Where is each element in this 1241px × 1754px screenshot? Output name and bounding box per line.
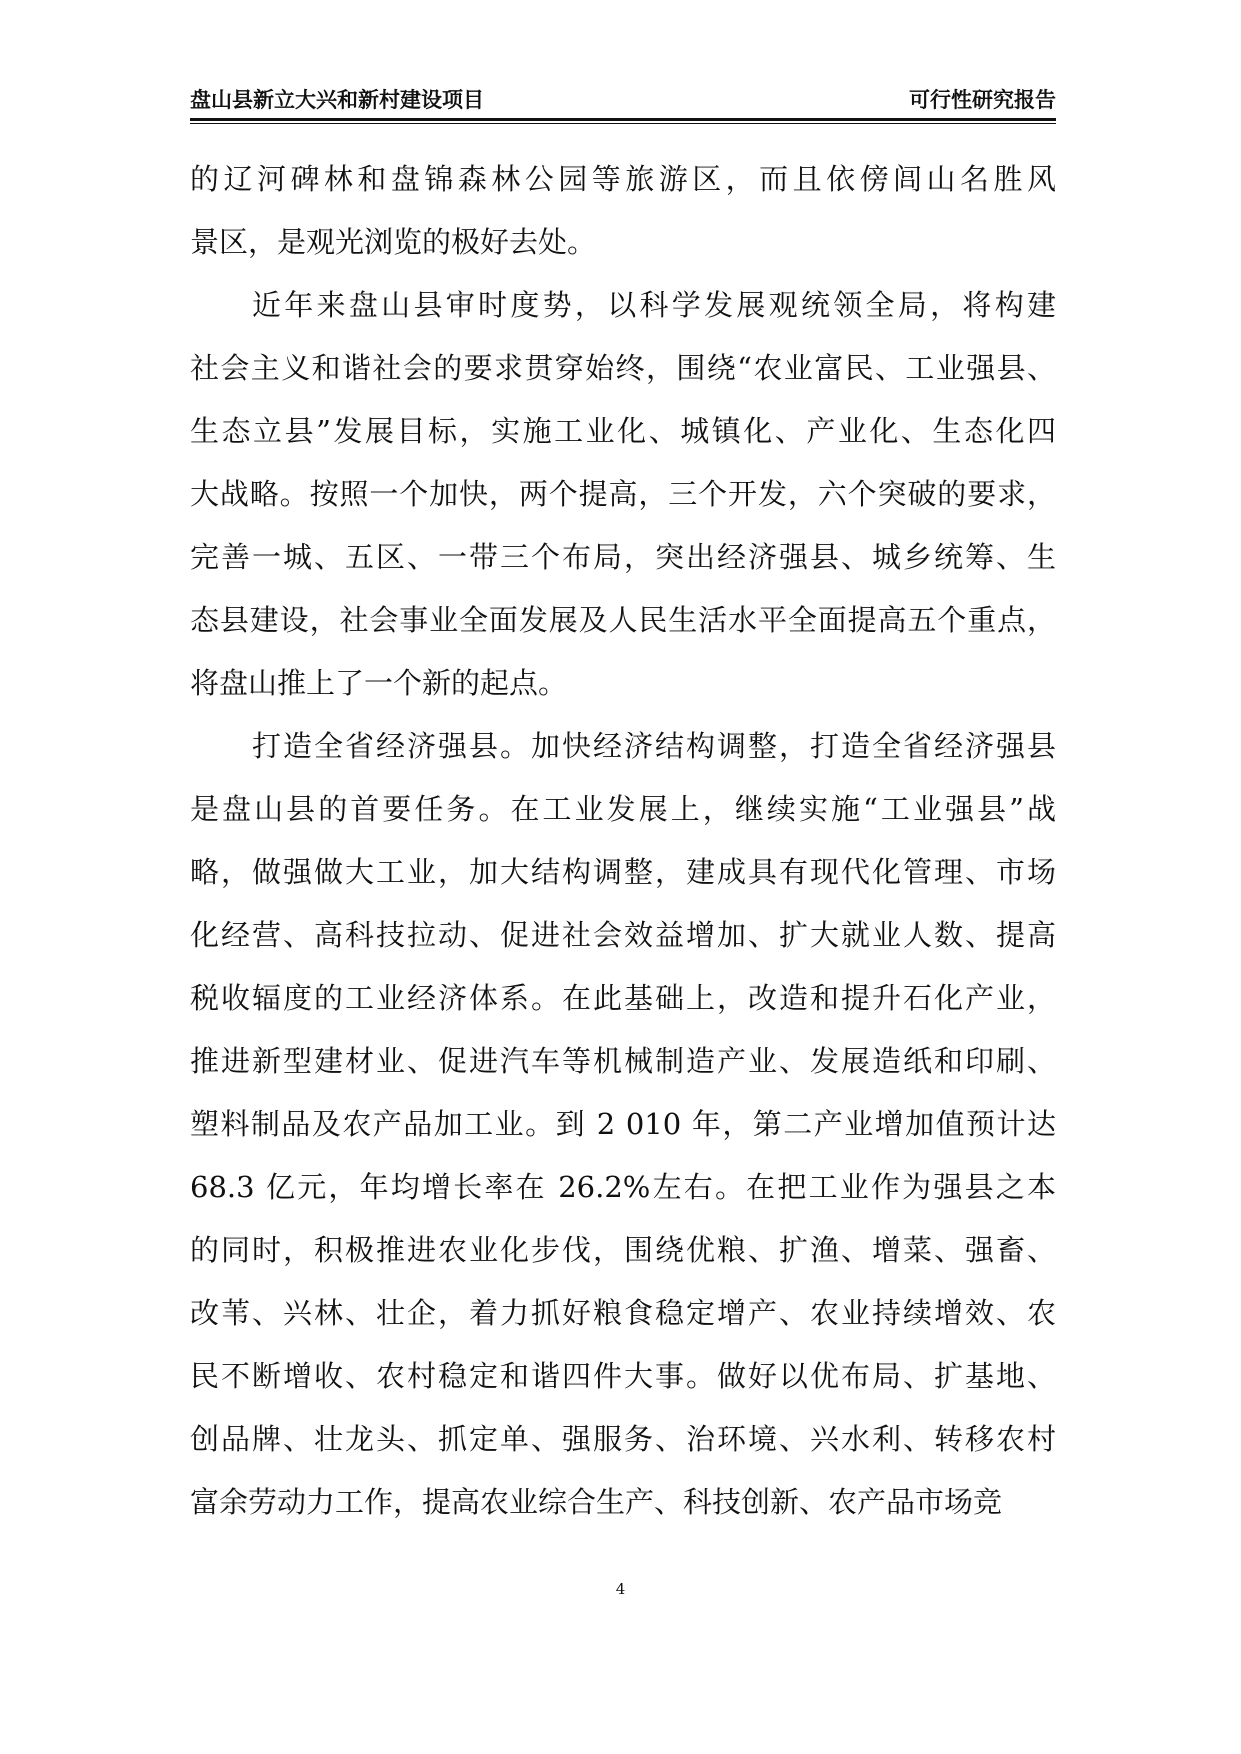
paragraph-line: 富余劳动力工作，提高农业综合生产、科技创新、农产品市场竞 <box>190 1485 1003 1519</box>
paragraph-line: 生态立县”发展目标，实施工业化、城镇化、产业化、生态化四 <box>190 414 1056 448</box>
paragraph-line: 塑料制品及农产品加工业。到 2 010 年，第二产业增加值预计达 <box>190 1107 1056 1141</box>
paragraph-line: 68.3 亿元，年均增长率在 26.2%左右。在把工业作为强县之本 <box>190 1170 1056 1204</box>
paragraph-line: 改苇、兴林、壮企，着力抓好粮食稳定增产、农业持续增效、农 <box>190 1296 1056 1330</box>
paragraph-line: 创品牌、壮龙头、抓定单、强服务、治环境、兴水利、转移农村 <box>190 1422 1056 1456</box>
paragraph-line: 推进新型建材业、促进汽车等机械制造产业、发展造纸和印刷、 <box>190 1044 1056 1078</box>
header-report-type: 可行性研究报告 <box>909 88 1056 112</box>
paragraph-line: 的同时，积极推进农业化步伐，围绕优粮、扩渔、增菜、强畜、 <box>190 1233 1056 1267</box>
paragraph-line: 景区，是观光浏览的极好去处。 <box>190 225 597 259</box>
paragraph-line: 民不断增收、农村稳定和谐四件大事。做好以优布局、扩基地、 <box>190 1359 1056 1393</box>
paragraph-line: 态县建设，社会事业全面发展及人民生活水平全面提高五个重点， <box>190 603 1056 637</box>
paragraph-line: 是盘山县的首要任务。在工业发展上，继续实施“工业强县”战 <box>190 792 1056 826</box>
paragraph-line: 将盘山推上了一个新的起点。 <box>190 666 568 700</box>
paragraph-line: 税收辐度的工业经济体系。在此基础上，改造和提升石化产业， <box>190 981 1056 1015</box>
header-project-title: 盘山县新立大兴和新村建设项目 <box>190 88 484 112</box>
header-rule-thin <box>190 123 1056 124</box>
paragraph-line: 社会主义和谐社会的要求贯穿始终，围绕“农业富民、工业强县、 <box>190 351 1056 385</box>
paragraph-line: 打造全省经济强县。加快经济结构调整，打造全省经济强县 <box>252 729 1056 763</box>
paragraph-line: 近年来盘山县审时度势，以科学发展观统领全局，将构建 <box>252 288 1056 322</box>
page-header <box>190 86 1056 114</box>
paragraph-line: 化经营、高科技拉动、促进社会效益增加、扩大就业人数、提高 <box>190 918 1056 952</box>
paragraph-line: 略，做强做大工业，加大结构调整，建成具有现代化管理、市场 <box>190 855 1056 889</box>
body-text <box>190 148 1056 1534</box>
header-rule-thick <box>190 118 1056 121</box>
paragraph-line: 大战略。按照一个加快，两个提高，三个开发，六个突破的要求， <box>190 477 1056 511</box>
page-number: 4 <box>615 1580 626 1598</box>
paragraph-line: 完善一城、五区、一带三个布局，突出经济强县、城乡统筹、生 <box>190 540 1056 574</box>
paragraph-line: 的辽河碑林和盘锦森林公园等旅游区，而且依傍闾山名胜风 <box>190 162 1056 196</box>
